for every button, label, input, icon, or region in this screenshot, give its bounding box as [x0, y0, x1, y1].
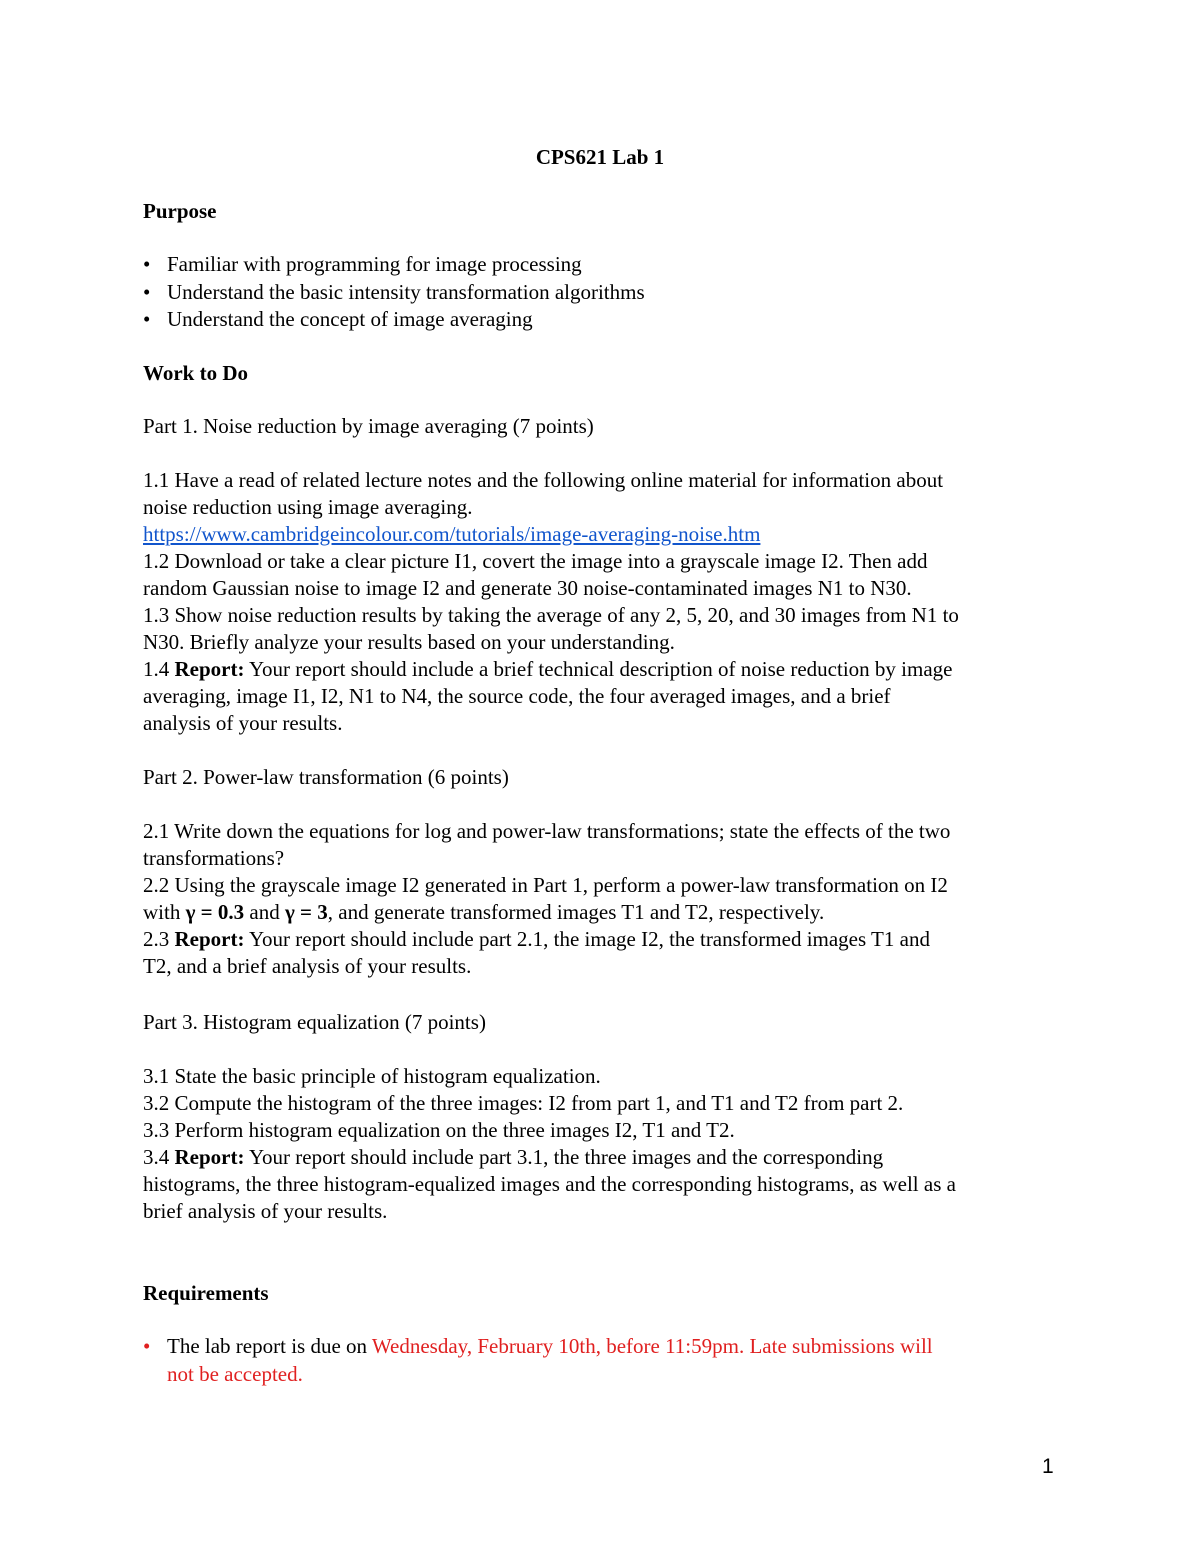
late-policy: not be accepted.	[167, 1361, 303, 1386]
part1-2-line: random Gaussian noise to image I2 and generate 30 noise-contaminated images N1 to N30.	[143, 576, 912, 600]
part2-3-line: 2.3 Report: Your report should include part 2.1, the image I2, the transformed images T1 and	[143, 927, 930, 951]
cambridge-link[interactable]: https://www.cambridgeincolour.com/tutorials/image-averaging-noise.htm	[143, 522, 761, 546]
gamma-equation: γ = 0.3	[185, 900, 245, 924]
part3-body	[143, 1063, 1063, 1225]
requirements-heading: Requirements	[143, 1281, 269, 1305]
report-label: Report:	[174, 927, 245, 951]
part1-body	[143, 467, 1063, 737]
part1-4-line: averaging, image I1, I2, N1 to N4, the source code, the four averaged images, and a brief	[143, 684, 891, 708]
gamma-equation: γ = 3	[284, 900, 328, 924]
part2-3-line: T2, and a brief analysis of your results.	[143, 954, 472, 978]
part3-4-line: 3.4 Report: Your report should include part 3.1, the three images and the corresponding	[143, 1145, 884, 1169]
purpose-item: • Understand the concept of image averaging	[143, 306, 645, 334]
purpose-heading: Purpose	[143, 199, 217, 223]
requirements-item: • The lab report is due on Wednesday, February 10th, before 11:59pm. Late submissions will not be accepted.	[143, 1333, 933, 1388]
purpose-list	[143, 251, 645, 334]
part2-1-line: 2.1 Write down the equations for log and power-law transformations; state the effects of the two	[143, 819, 951, 843]
part2-body	[143, 818, 1063, 980]
part1-4-line: analysis of your results.	[143, 711, 343, 735]
part3-heading: Part 3. Histogram equalization (7 points)	[143, 1010, 486, 1034]
bullet-icon: •	[143, 279, 151, 304]
report-label: Report:	[174, 1145, 245, 1169]
part2-1-line: transformations?	[143, 846, 285, 870]
page-number: 1	[1042, 1455, 1054, 1478]
report-label: Report:	[174, 657, 245, 681]
part3-3-line: 3.3 Perform histogram equalization on the three images I2, T1 and T2.	[143, 1118, 735, 1142]
bullet-icon: •	[143, 252, 151, 276]
part1-4-line: 1.4 Report: Your report should include a brief technical description of noise reduction by image	[143, 657, 953, 681]
part3-4-line: histograms, the three histogram-equalized images and the corresponding histograms, as well as a	[143, 1172, 956, 1196]
part3-1-line: 3.1 State the basic principle of histogram equalization.	[143, 1064, 601, 1088]
part2-2-line: 2.2 Using the grayscale image I2 generated in Part 1, perform a power-law transformation on I2	[143, 873, 948, 897]
due-date: Wednesday, February 10th, before 11:59pm. Late submissions will	[371, 1334, 933, 1358]
document-title: CPS621 Lab 1	[535, 145, 665, 169]
work-heading: Work to Do	[143, 361, 248, 385]
part2-2-line: with γ = 0.3 and γ = 3, and generate transformed images T1 and T2, respectively.	[143, 900, 825, 924]
part1-3-line: N30. Briefly analyze your results based on your understanding.	[143, 630, 675, 654]
purpose-item: • Familiar with programming for image processing	[143, 251, 645, 279]
part3-4-line: brief analysis of your results.	[143, 1199, 388, 1223]
part1-heading: Part 1. Noise reduction by image averaging (7 points)	[143, 414, 594, 438]
part1-3-line: 1.3 Show noise reduction results by taking the average of any 2, 5, 20, and 30 images from N1 to	[143, 603, 959, 627]
part1-1-line: noise reduction using image averaging.	[143, 495, 473, 519]
part3-2-line: 3.2 Compute the histogram of the three images: I2 from part 1, and T1 and T2 from part 2.	[143, 1091, 904, 1115]
part2-heading: Part 2. Power-law transformation (6 points)	[143, 765, 509, 789]
part1-2-line: 1.2 Download or take a clear picture I1, covert the image into a grayscale image I2. Then add	[143, 549, 928, 573]
bullet-icon: •	[143, 1334, 151, 1358]
bullet-icon: •	[143, 307, 151, 331]
part1-1-line: 1.1 Have a read of related lecture notes and the following online material for information about	[143, 468, 944, 492]
purpose-item: • Understand the basic intensity transformation algorithms	[143, 279, 645, 307]
